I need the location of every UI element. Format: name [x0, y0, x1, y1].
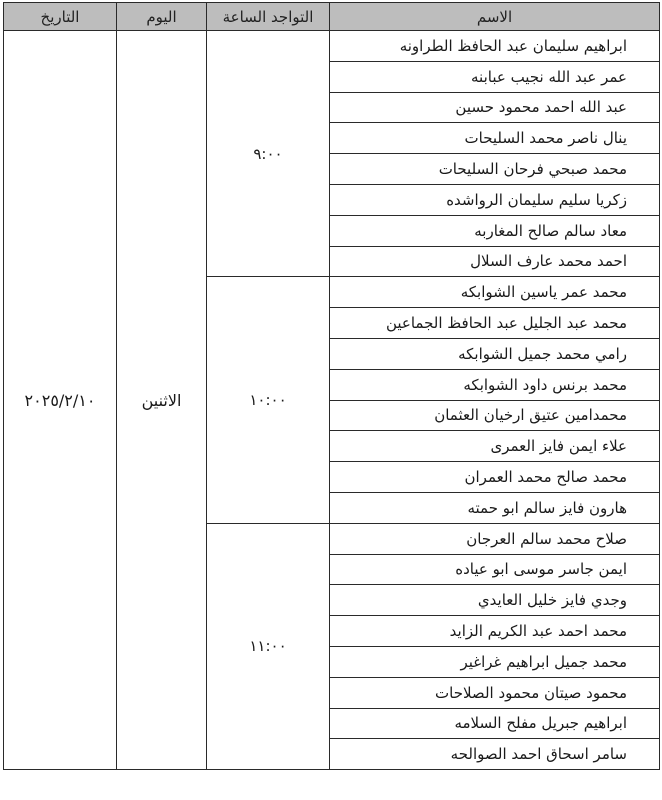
person-name: علاء ايمن فايز العمرى — [330, 431, 660, 462]
person-name: وجدي فايز خليل العايدي — [330, 585, 660, 616]
person-name: عمر عبد الله نجيب عبابنه — [330, 61, 660, 92]
person-name: محمود صيتان محمود الصلاحات — [330, 677, 660, 708]
schedule-sheet — [3, 2, 659, 770]
person-name: محمد عمر ياسين الشوابكه — [330, 277, 660, 308]
time-slot: ١٠:٠٠ — [207, 277, 330, 523]
table-row — [4, 31, 660, 62]
person-name: محمدامين عتيق ارخيان العثمان — [330, 400, 660, 431]
person-name: محمد صالح محمد العمران — [330, 462, 660, 493]
person-name: معاد سالم صالح المغاربه — [330, 215, 660, 246]
person-name: محمد صبحي فرحان السليحات — [330, 154, 660, 185]
person-name: محمد احمد عبد الكريم الزايد — [330, 616, 660, 647]
column-header-date: التاريخ — [4, 3, 117, 31]
person-name: هارون فايز سالم ابو حمته — [330, 492, 660, 523]
person-name: عبد الله احمد محمود حسين — [330, 92, 660, 123]
person-name: ابراهيم جبريل مفلح السلامه — [330, 708, 660, 739]
person-name: صلاح محمد سالم العرجان — [330, 523, 660, 554]
person-name: سامر اسحاق احمد الصوالحه — [330, 739, 660, 770]
person-name: ابراهيم سليمان عبد الحافظ الطراونه — [330, 31, 660, 62]
person-name: رامي محمد جميل الشوابكه — [330, 338, 660, 369]
person-name: محمد عبد الجليل عبد الحافظ الجماعين — [330, 308, 660, 339]
person-name: احمد محمد عارف السلال — [330, 246, 660, 277]
person-name: محمد برنس داود الشوابكه — [330, 369, 660, 400]
person-name: زكريا سليم سليمان الرواشده — [330, 184, 660, 215]
column-header-day: اليوم — [117, 3, 207, 31]
time-slot: ١١:٠٠ — [207, 523, 330, 769]
date-cell: ٢٠٢٥/٢/١٠ — [4, 31, 117, 770]
person-name: ينال ناصر محمد السليحات — [330, 123, 660, 154]
person-name: محمد جميل ابراهيم غراغير — [330, 646, 660, 677]
attendance-schedule-table — [3, 2, 660, 770]
table-header-row — [4, 3, 660, 31]
column-header-name: الاسم — [330, 3, 660, 31]
day-cell: الاثنين — [117, 31, 207, 770]
time-slot: ٩:٠٠ — [207, 31, 330, 277]
person-name: ايمن جاسر موسى ابو عياده — [330, 554, 660, 585]
column-header-time: التواجد الساعة — [207, 3, 330, 31]
